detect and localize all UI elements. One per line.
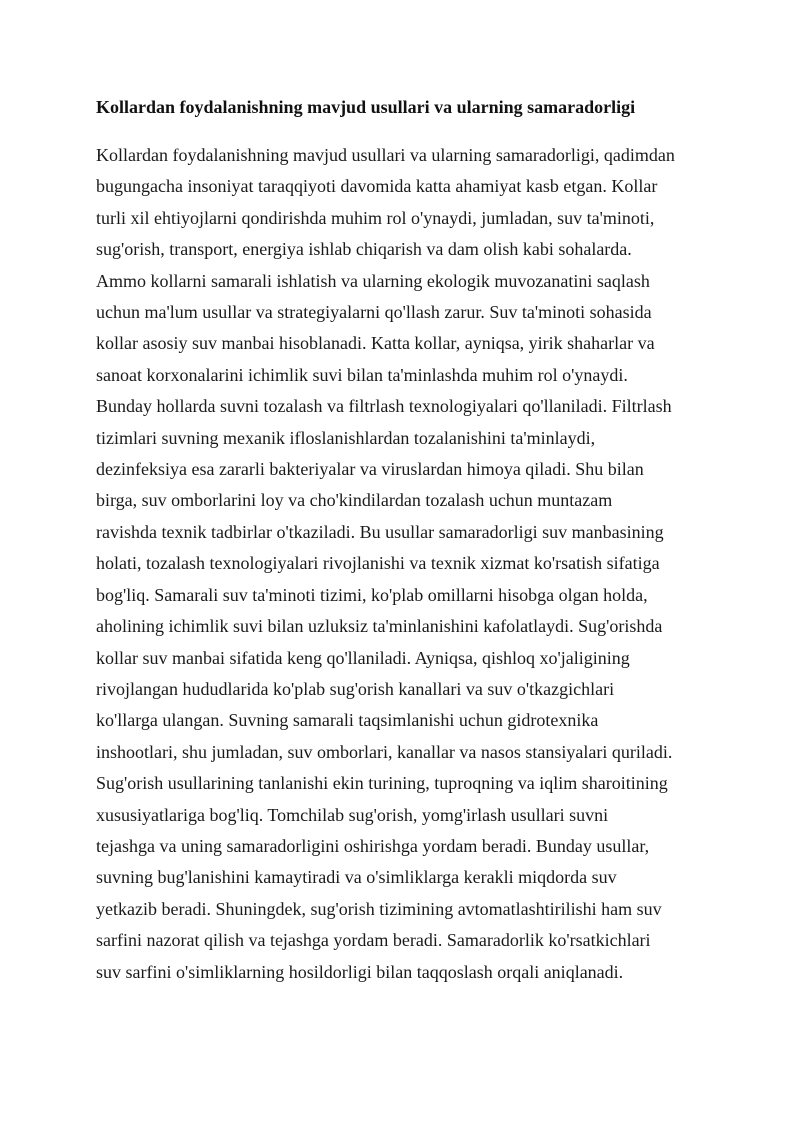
text-line: turli xil ehtiyojlarni qondirishda muhim rol o'ynaydi, jumladan, suv ta'minoti,	[96, 207, 655, 228]
text-line: Bunday hollarda suvni tozalash va filtrlash texnologiyalari qo'llaniladi. Filtrlash	[96, 396, 672, 417]
text-line: uchun ma'lum usullar va strategiyalarni qo'llash zarur. Suv ta'minoti sohasida	[96, 302, 652, 323]
text-line: Sug'orish usullarining tanlanishi ekin turining, tuproqning va iqlim sharoitining	[96, 773, 668, 794]
text-line: suvning bug'lanishini kamaytiradi va o'simliklarga kerakli miqdorda suv	[96, 867, 617, 888]
text-line: aholining ichimlik suvi bilan uzluksiz ta'minlanishini kafolatlaydi. Sug'orishda	[96, 616, 663, 637]
text-line: ravishda texnik tadbirlar o'tkaziladi. Bu usullar samaradorligi suv manbasining	[96, 521, 664, 542]
text-line: sug'orish, transport, energiya ishlab chiqarish va dam olish kabi sohalarda.	[96, 239, 632, 260]
text-line: bog'liq. Samarali suv ta'minoti tizimi, ko'plab omillarni hisobga olgan holda,	[96, 584, 648, 605]
text-line: suv sarfini o'simliklarning hosildorligi bilan taqqoslash orqali aniqlanadi.	[96, 961, 624, 982]
body-paragraph	[96, 140, 736, 988]
text-line: tejashga va uning samaradorligini oshirishga yordam beradi. Bunday usullar,	[96, 835, 650, 856]
text-line: sarfini nazorat qilish va tejashga yordam beradi. Samaradorlik ko'rsatkichlari	[96, 930, 651, 951]
text-line: tizimlari suvning mexanik ifloslanishlardan tozalanishini ta'minlaydi,	[96, 427, 596, 448]
text-line: birga, suv omborlarini loy va cho'kindilardan tozalash uchun muntazam	[96, 490, 613, 511]
text-line: xususiyatlariga bog'liq. Tomchilab sug'orish, yomg'irlash usullari suvni	[96, 804, 609, 825]
text-line: bugungacha insoniyat taraqqiyoti davomida katta ahamiyat kasb etgan. Kollar	[96, 176, 658, 197]
text-line: Ammo kollarni samarali ishlatish va ularning ekologik muvozanatini saqlash	[96, 270, 650, 291]
text-line: inshootlari, shu jumladan, suv omborlari, kanallar va nasos stansiyalari quriladi.	[96, 741, 673, 762]
text-line: kollar asosiy suv manbai hisoblanadi. Katta kollar, ayniqsa, yirik shaharlar va	[96, 333, 655, 354]
text-line: sanoat korxonalarini ichimlik suvi bilan ta'minlashda muhim rol o'ynaydi.	[96, 364, 628, 385]
text-line: Kollardan foydalanishning mavjud usullari va ularning samaradorligi, qadimdan	[96, 145, 675, 165]
text-line: kollar suv manbai sifatida keng qo'llaniladi. Ayniqsa, qishloq xo'jaligining	[96, 647, 630, 668]
document-title: Kollardan foydalanishning mavjud usullari va ularning samaradorligi	[96, 97, 636, 117]
text-line: yetkazib beradi. Shuningdek, sug'orish tizimining avtomatlashtirilishi ham suv	[96, 898, 662, 919]
text-line: dezinfeksiya esa zararli bakteriyalar va viruslardan himoya qiladi. Shu bilan	[96, 459, 644, 480]
text-line: ko'llarga ulangan. Suvning samarali taqsimlanishi uchun gidrotexnika	[96, 710, 599, 731]
text-line: holati, tozalash texnologiyalari rivojlanishi va texnik xizmat ko'rsatish sifatiga	[96, 553, 660, 574]
text-line: rivojlangan hududlarida ko'plab sug'orish kanallari va suv o'tkazgichlari	[96, 678, 615, 699]
